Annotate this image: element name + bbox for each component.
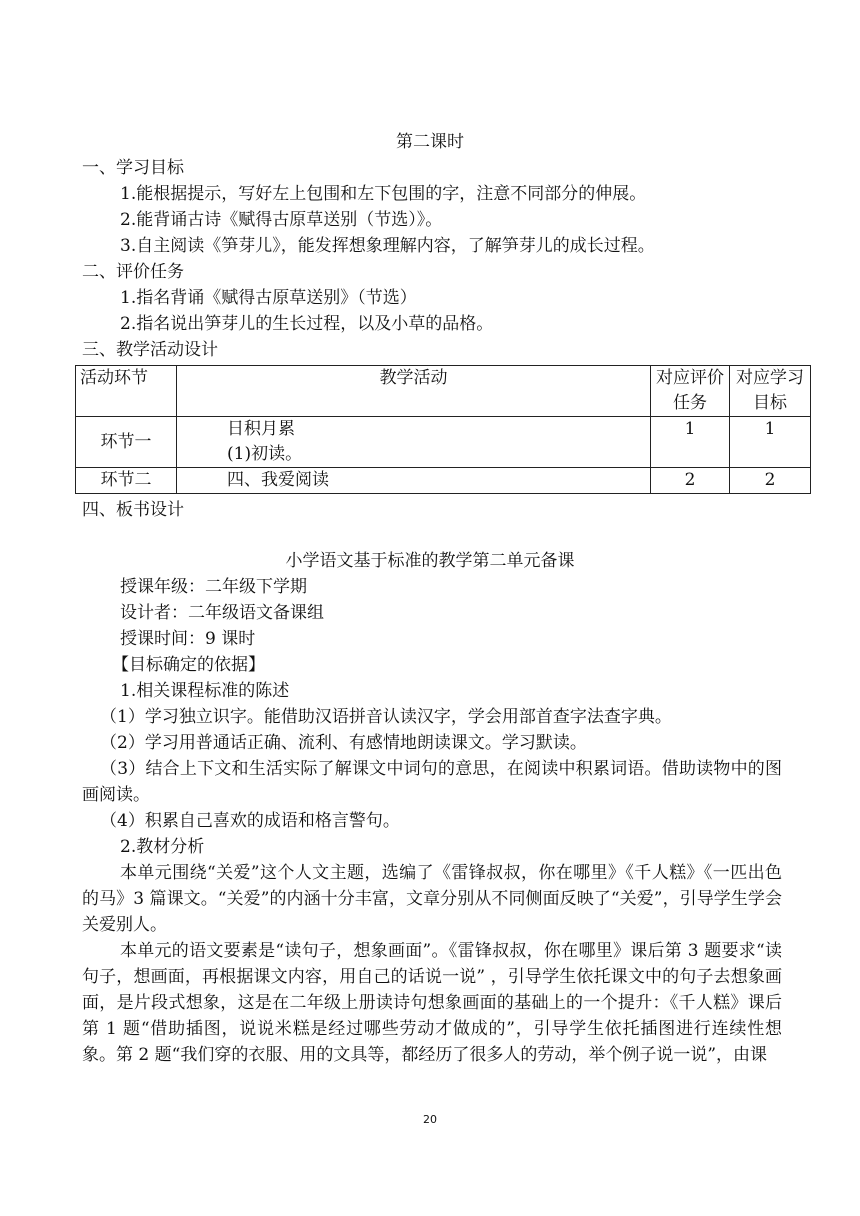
unit-designer: 设计者：二年级语文备课组 [120,603,324,623]
header-activity: 教学活动 [177,366,651,417]
unit-title: 小学语文基于标准的教学第二单元备课 [285,551,575,571]
section-heading-activities: 三、教学活动设计 [82,340,218,360]
task-item: 1.指名背诵《赋得古原草送别》（节选） [120,288,417,308]
standard-item: （4）积累自己喜欢的成语和格言警句。 [100,811,400,831]
header-stage: 活动环节 [76,366,177,417]
standards-heading: 1.相关课程标准的陈述 [120,681,290,701]
goal-item: 1.能根据提示，写好左上包围和左下包围的字，注意不同部分的伸展。 [120,184,647,204]
table-header-row [76,366,811,417]
row-stage: 环节一 [76,417,177,468]
standard-item: （2）学习用普通话正确、流利、有感情地朗读课文。学习默读。 [100,733,587,753]
section-heading-board: 四、板书设计 [82,500,184,520]
analysis-paragraph: 本单元围绕“关爱”这个人文主题，选编了《雷锋叔叔，你在哪里》《千人糕》《一匹出色的马》3 篇课文。“关爱”的内涵十分丰富，文章分别从不同侧面反映了“关爱”，引导学生学会关爱别人。 [82,863,782,935]
standard-item: （1）学习独立识字。能借助汉语拼音认读汉字，学会用部首查字法查字典。 [100,707,672,727]
goal-item: 3.自主阅读《笋芽儿》，能发挥想象理解内容，了解笋芽儿的成长过程。 [120,236,655,256]
table-row [76,468,811,494]
page-number: 20 [423,1113,437,1126]
unit-time: 授课时间：9 课时 [120,629,256,649]
row-stage: 环节二 [76,468,177,494]
unit-grade: 授课年级：二年级下学期 [120,577,307,597]
activity-table [75,365,811,494]
row-task: 1 [651,417,730,468]
header-goal: 对应学习目标 [730,366,811,417]
row-task: 2 [651,468,730,494]
basis-heading: 【目标确定的依据】 [112,655,265,675]
standard-item: （3）结合上下文和生活实际了解课文中词句的意思，在阅读中积累词语。借助读物中的图画阅读。 [82,759,782,805]
activity-line: (1)初读。 [227,444,303,464]
row-goal: 2 [730,468,811,494]
row-goal: 1 [730,417,811,468]
analysis-heading: 2.教材分析 [120,837,205,857]
analysis-paragraph: 本单元的语文要素是“读句子，想象画面”。《雷锋叔叔，你在哪里》课后第 3 题要求“读句子，想画面，再根据课文内容，用自己的话说一说” ，引导学生依托课文中的句子去想象画面，是片段式想象，这是在二年级上册读诗句想象画面的基础上的一个提升：《千人糕》课后第 1 题“借助插图，说说米糕是经过哪些劳动才做成的”，引导学生依托插图进行连续性想象。第 2 题“我们穿的衣服、用的文具等，都经历了很多人的劳动，举个例子说一说”，由课 [82,941,782,1065]
task-item: 2.指名说出笋芽儿的生长过程，以及小草的品格。 [120,314,494,334]
row-activity: 四、我爱阅读 [177,468,651,494]
row-activity [177,417,651,468]
table-row [76,417,811,468]
lesson-title: 第二课时 [396,132,464,152]
section-heading-goals: 一、学习目标 [82,158,184,178]
activity-line: 日积月累 [227,419,295,439]
goal-item: 2.能背诵古诗《赋得古原草送别（节选）》。 [120,210,443,230]
section-heading-tasks: 二、评价任务 [82,262,184,282]
header-task: 对应评价任务 [651,366,730,417]
